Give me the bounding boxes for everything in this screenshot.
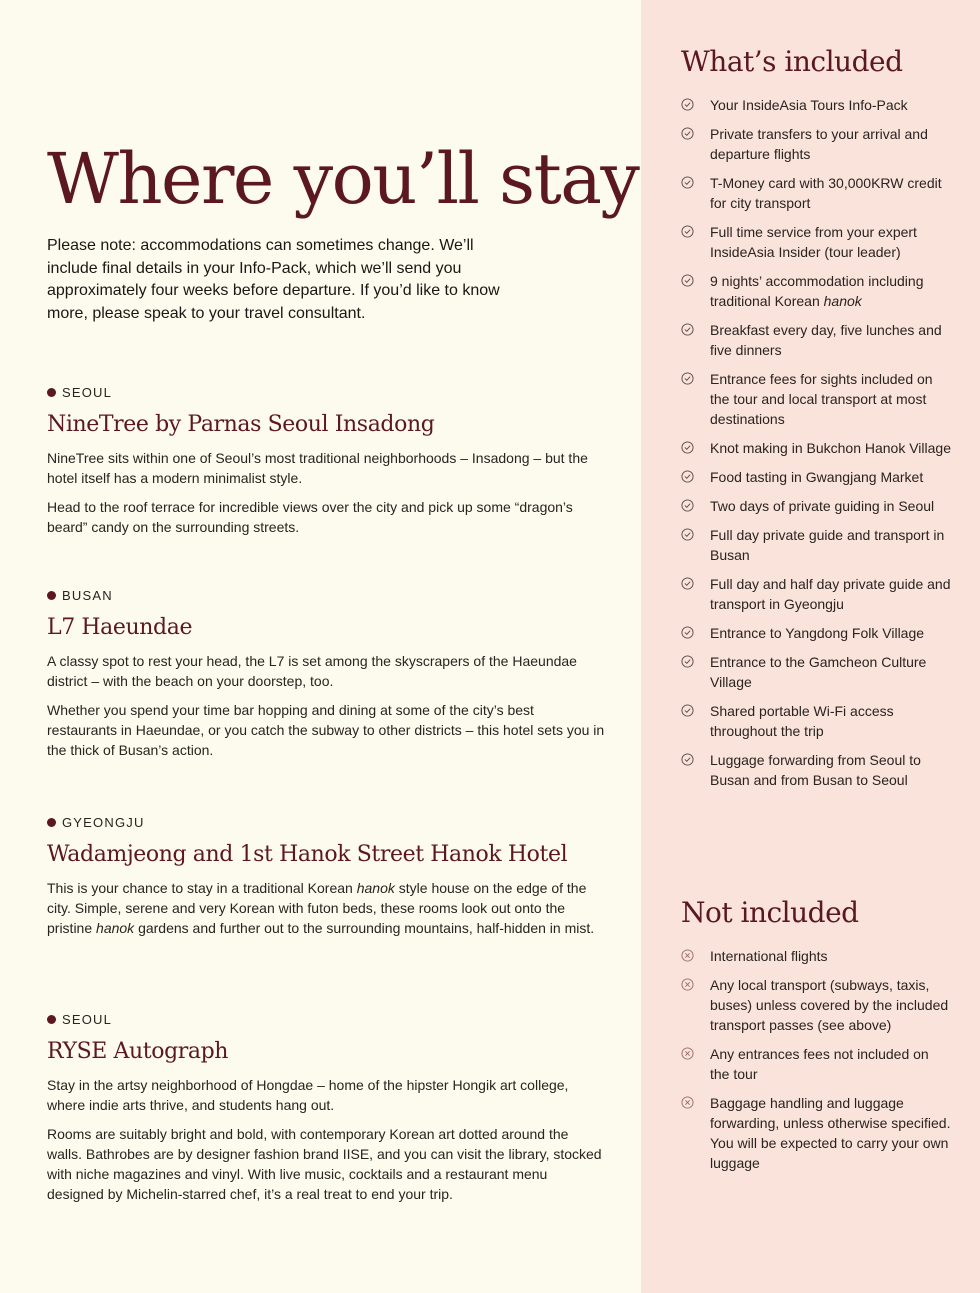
city-label [47,1011,607,1027]
hotel-description: Whether you spend your time bar hopping and dining at some of the city’s best restaurants in Haeundae, or you catch the subway to other districts – this hotel sets you in the thick of Busan’s action. [47,702,605,758]
x-circle-icon [681,1047,694,1060]
x-circle-icon [681,978,694,991]
list-item-text: T-Money card with 30,000KRW credit for city transport [710,175,942,211]
list-item [681,652,951,692]
list-item-text: International flights [710,948,828,964]
page-title: Where you’ll stay [47,138,639,220]
list-item-text: Entrance to Yangdong Folk Village [710,625,925,641]
text-run: gardens and further out to the surrounding mountains, half-hidden in mist. [134,920,595,936]
x-circle-icon [681,949,694,962]
check-circle-icon [681,753,694,766]
list-item-text: 9 nights’ accommodation including traditional Korean hanok [710,273,924,309]
check-circle-icon [681,499,694,512]
check-circle-icon [681,372,694,385]
list-item-text: Shared portable Wi-Fi access throughout the trip [710,703,894,739]
check-circle-icon [681,655,694,668]
hotel-section [47,814,607,947]
list-item-text: Knot making in Bukchon Hanok Village [710,440,952,456]
check-circle-icon [681,225,694,238]
list-item [681,124,951,164]
list-item [681,438,951,458]
check-circle-icon [681,274,694,287]
list-item [681,975,951,1035]
check-circle-icon [681,626,694,639]
list-item [681,1044,951,1084]
city-name: SEOUL [62,1011,113,1027]
list-item-text: Entrance to the Gamcheon Culture Village [710,654,927,690]
city-label [47,814,607,830]
list-item-text: Any local transport (subways, taxis, buses) unless covered by the included transport passes (see above) [710,977,949,1033]
hotel-description: Stay in the artsy neighborhood of Hongdae – home of the hipster Hongik art college, where indie arts thrive, and students hang out. [47,1077,569,1113]
x-circle-icon [681,1096,694,1109]
list-item [681,946,951,966]
list-item-emphasis: hanok [823,293,862,309]
check-circle-icon [681,127,694,140]
list-item [681,320,951,360]
list-item-text: Entrance fees for sights included on the tour and local transport at most destinations [710,371,933,427]
bullet-dot-icon [47,591,56,600]
check-circle-icon [681,577,694,590]
list-item [681,222,951,262]
list-item [681,173,951,213]
list-item-text: Food tasting in Gwangjang Market [710,469,924,485]
list-item-text: Your InsideAsia Tours Info-Pack [710,97,908,113]
list-item [681,525,951,565]
check-circle-icon [681,323,694,336]
hotel-name: L7 Haeundae [47,615,193,640]
list-item-text: Any entrances fees not included on the tour [710,1046,929,1082]
list-item [681,496,951,516]
check-circle-icon [681,704,694,717]
check-circle-icon [681,528,694,541]
bullet-dot-icon [47,1015,56,1024]
not-included-heading: Not included [681,896,859,929]
hotel-section [47,1011,607,1213]
not-included-list [681,946,951,1182]
list-item-text: Baggage handling and luggage forwarding, unless otherwise specified. You will be expected to carry your own luggage [710,1095,951,1171]
list-item [681,701,951,741]
list-item-text: Luggage forwarding from Seoul to Busan and from Busan to Seoul [710,752,921,788]
text-run: style house on the edge of the city. Simple, serene and very Korean with futon beds, these rooms look out onto the pristine [47,880,587,936]
hotel-name: RYSE Autograph [47,1039,229,1064]
list-item-text: Full day and half day private guide and transport in Gyeongju [710,576,951,612]
list-item-text: Private transfers to your arrival and departure flights [710,126,928,162]
check-circle-icon [681,470,694,483]
check-circle-icon [681,176,694,189]
bullet-dot-icon [47,818,56,827]
list-item-text: Two days of private guiding in Seoul [710,498,935,514]
city-name: GYEONGJU [62,814,145,830]
hotel-description: Rooms are suitably bright and bold, with contemporary Korean art dotted around the walls. Bathrobes are by designer fashion brand IISE, and you can visit the library, stocked with niche magazines and vinyl. With live music, cocktails and a restaurant menu designed by Michelin-starred chef, it’s a real treat to end your trip. [47,1126,602,1202]
hotel-description [47,878,607,938]
hotel-name: Wadamjeong and 1st Hanok Street Hanok Hotel [47,842,568,867]
hotel-description: A classy spot to rest your head, the L7 is set among the skyscrapers of the Haeundae district – with the beach on your doorstep, too. [47,653,577,689]
bullet-dot-icon [47,388,56,397]
list-item-text: Breakfast every day, five lunches and five dinners [710,322,942,358]
hotel-section [47,587,607,769]
intro-note: Please note: accommodations can sometimes change. We’ll include final details in your Info-Pack, which we’ll send you approximately four weeks before departure. If you’d like to know more, please speak to your travel consultant. [47,237,500,322]
check-circle-icon [681,441,694,454]
city-name: BUSAN [62,587,113,603]
list-item [681,1093,951,1173]
list-item [681,750,951,790]
text-run: hanok [356,880,395,896]
list-item [681,623,951,643]
list-item [681,574,951,614]
text-run: This is your chance to stay in a traditional Korean [47,880,357,896]
list-item-text: Full day private guide and transport in Busan [710,527,945,563]
city-label [47,384,607,400]
list-item [681,271,951,311]
hotel-name: NineTree by Parnas Seoul Insadong [47,412,435,437]
hotel-section [47,384,607,546]
included-heading: What’s included [681,45,903,78]
list-item [681,467,951,487]
included-list [681,95,951,799]
list-item-text: Full time service from your expert InsideAsia Insider (tour leader) [710,224,917,260]
list-item [681,95,951,115]
hotel-description: NineTree sits within one of Seoul’s most traditional neighborhoods – Insadong – but the hotel itself has a modern minimalist style. [47,450,588,486]
city-label [47,587,607,603]
list-item [681,369,951,429]
check-circle-icon [681,98,694,111]
hotel-description: Head to the roof terrace for incredible views over the city and pick up some “dragon’s beard” candy on the surrounding streets. [47,499,573,535]
city-name: SEOUL [62,384,113,400]
text-run: hanok [96,920,135,936]
